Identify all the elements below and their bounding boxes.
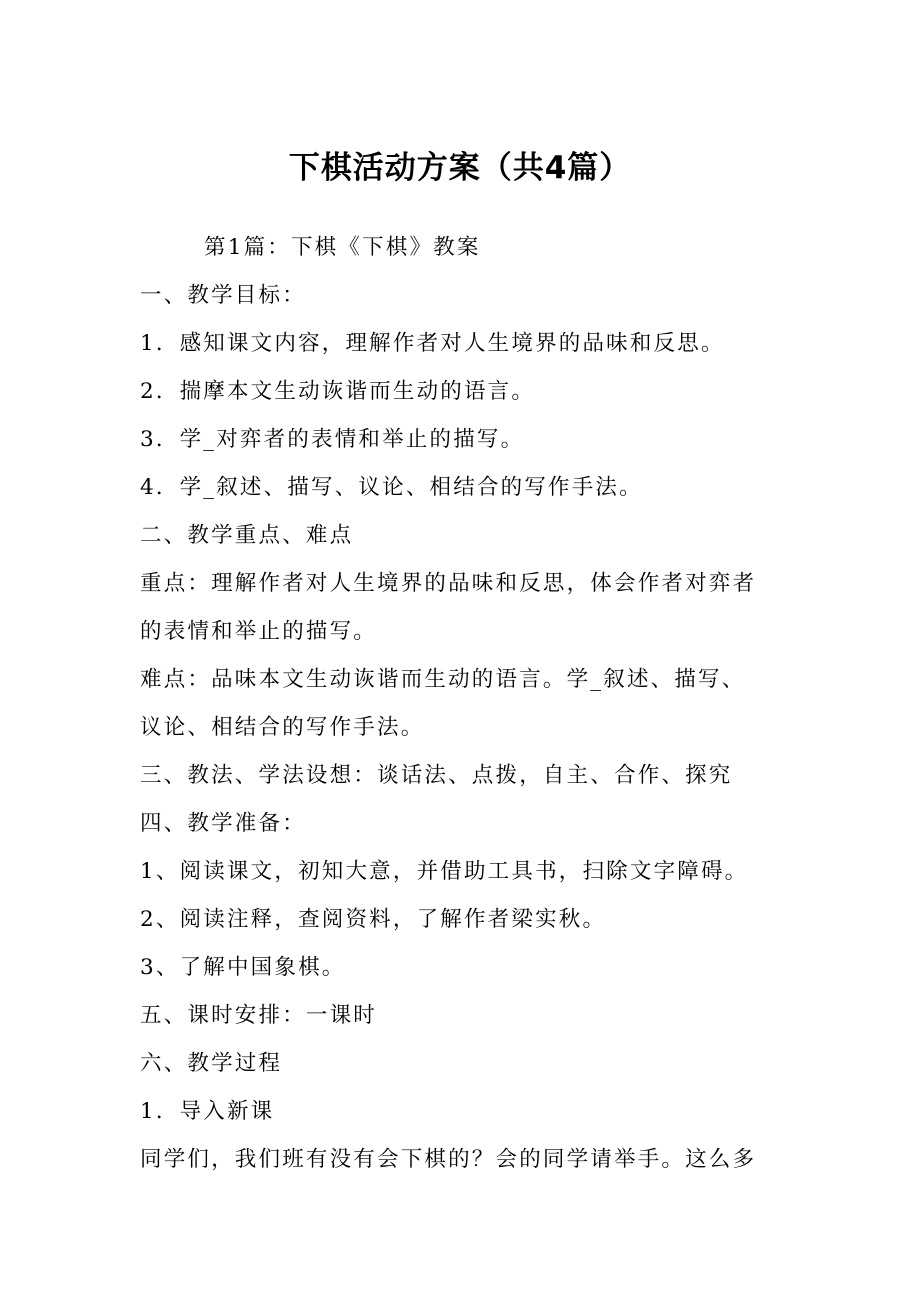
text-line: 五、课时安排：一课时 (140, 1003, 378, 1028)
text-line: 二、教学重点、难点 (140, 523, 354, 548)
text-line: 3、了解中国象棋。 (140, 955, 346, 980)
text-line: 1．导入新课 (140, 1099, 275, 1124)
text-line: 1、阅读课文，初知大意，并借助工具书，扫除文字障碍。 (140, 859, 749, 884)
text-line: 的表情和举止的描写。 (140, 619, 378, 644)
document-body (140, 224, 792, 1184)
document-title: 下棋活动方案（共4篇） (288, 150, 632, 186)
text-line: 六、教学过程 (140, 1051, 283, 1076)
text-line: 同学们，我们班有没有会下棋的？会的同学请举手。这么多 (140, 1147, 757, 1172)
text-line: 2．揣摩本文生动诙谐而生动的语言。 (140, 379, 536, 404)
text-line: 1．感知课文内容，理解作者对人生境界的品味和反思。 (140, 331, 725, 356)
text-line: 一、教学目标： (140, 283, 306, 308)
text-line: 议论、相结合的写作手法。 (140, 715, 425, 740)
text-line: 重点：理解作者对人生境界的品味和反思，体会作者对弈者 (140, 571, 757, 596)
text-line: 三、教法、学法设想：谈话法、点拨，自主、合作、探究 (140, 763, 733, 788)
section-heading: 第1篇：下棋《下棋》教案 (204, 235, 481, 260)
text-line: 4．学_叙述、描写、议论、相结合的写作手法。 (140, 475, 643, 500)
text-line: 3．学_对弈者的表情和举止的描写。 (140, 427, 525, 452)
text-line: 2、阅读注释，查阅资料，了解作者梁实秋。 (140, 907, 607, 932)
text-line: 难点：品味本文生动诙谐而生动的语言。学_叙述、描写、 (140, 667, 746, 692)
text-line: 四、教学准备： (140, 811, 306, 836)
